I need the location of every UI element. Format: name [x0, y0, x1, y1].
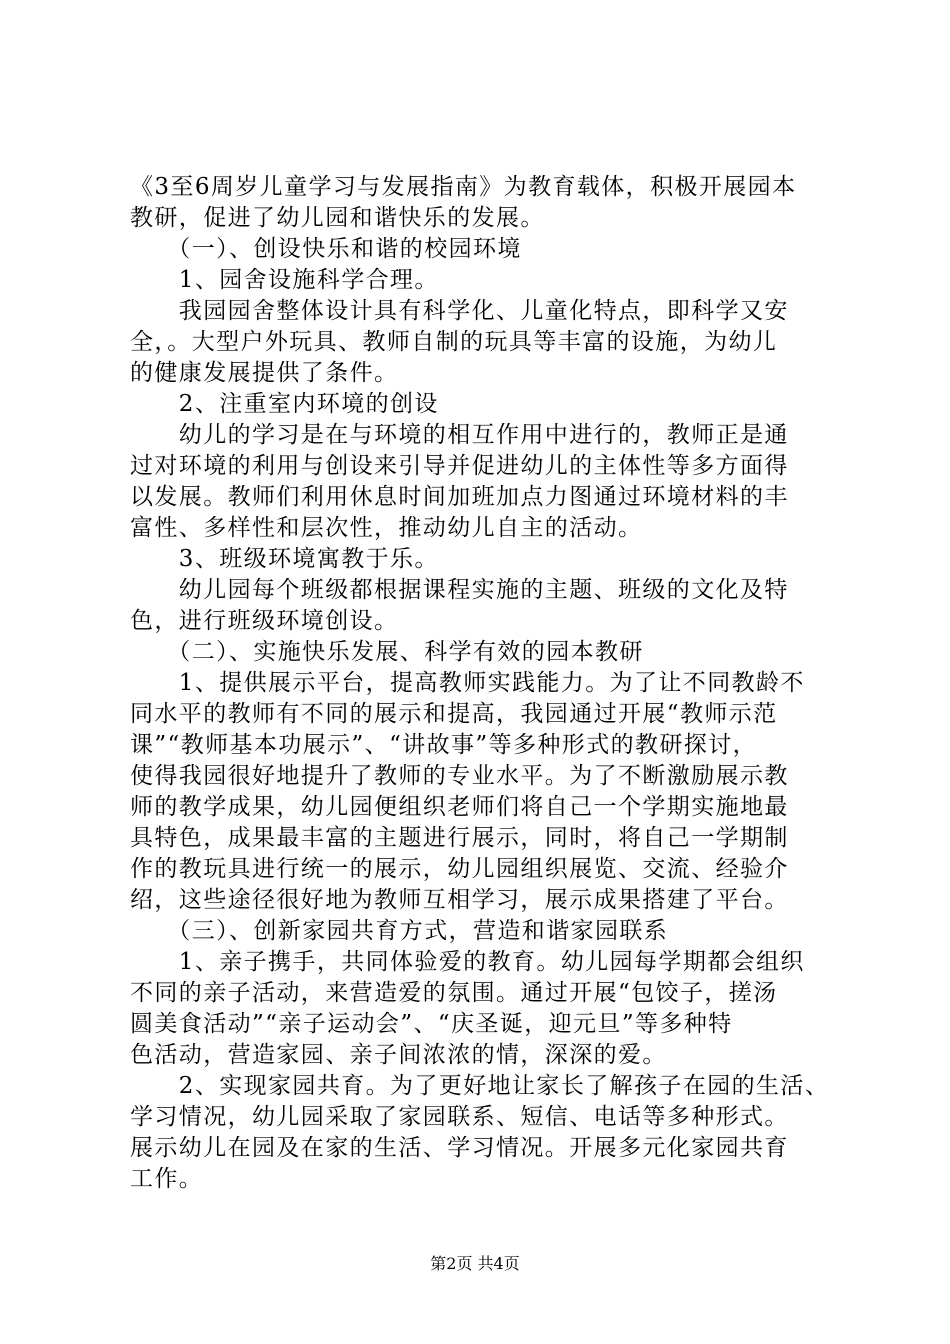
text-line: 1、亲子携手，共同体验爱的教育。幼儿园每学期都会组织	[130, 949, 805, 975]
text-line: 圆美食活动”“亲子运动会”、“庆圣诞，迎元旦”等多种特	[130, 1011, 733, 1037]
section-heading: （一）、创设快乐和谐的校园环境	[130, 236, 522, 262]
text-line: 使得我园很好地提升了教师的专业水平。为了不断激励展示教	[130, 763, 789, 789]
text-line: 我园园舍整体设计具有科学化、儿童化特点，即科学又安	[130, 298, 789, 324]
text-line: 2、实现家园共育。为了更好地让家长了解孩子在园的生活、	[130, 1073, 830, 1099]
subsection-heading: 2、注重室内环境的创设	[130, 391, 439, 417]
section-heading: （二）、实施快乐发展、科学有效的园本教研	[130, 639, 644, 665]
text-line: 绍，这些途径很好地为教师互相学习，展示成果搭建了平台。	[130, 887, 789, 913]
text-line: 工作。	[130, 1166, 204, 1192]
text-line: 富性、多样性和层次性，推动幼儿自主的活动。	[130, 515, 643, 541]
text-line: 学习情况，幼儿园采取了家园联系、短信、电话等多种形式。	[130, 1104, 789, 1130]
text-line: 同水平的教师有不同的展示和提高，我园通过开展“教师示范	[130, 701, 778, 727]
text-line: 不同的亲子活动，来营造爱的氛围。通过开展“包饺子，搓汤	[130, 980, 778, 1006]
text-line: 幼儿的学习是在与环境的相互作用中进行的，教师正是通	[130, 422, 789, 448]
text-line: 色，进行班级环境创设。	[130, 608, 399, 634]
text-line: 的健康发展提供了条件。	[130, 360, 399, 386]
text-line: 课”“教师基本功展示”、“讲故事”等多种形式的教研探讨，	[130, 732, 757, 758]
text-line: 展示幼儿在园及在家的生活、学习情况。开展多元化家园共育	[130, 1135, 789, 1161]
text-line: 具特色，成果最丰富的主题进行展示，同时，将自己一学期制	[130, 825, 789, 851]
text-line: 1、提供展示平台，提高教师实践能力。为了让不同教龄不	[130, 670, 805, 696]
page-number-footer: 第2页 共4页	[430, 1254, 520, 1273]
text-line: 《3至6周岁儿童学习与发展指南》为教育载体，积极开展园本	[130, 174, 797, 200]
text-line: 教研，促进了幼儿园和谐快乐的发展。	[130, 205, 545, 231]
document-body	[130, 172, 830, 1195]
text-line: 以发展。教师们利用休息时间加班加点力图通过环境材料的丰	[130, 484, 789, 510]
subsection-heading: 3、班级环境寓教于乐。	[130, 546, 439, 572]
text-line: 全，。大型户外玩具、教师自制的玩具等丰富的设施，为幼儿	[130, 329, 778, 355]
text-line: 过对环境的利用与创设来引导并促进幼儿的主体性等多方面得	[130, 453, 789, 479]
section-heading: （三）、创新家园共育方式，营造和谐家园联系	[130, 918, 669, 944]
subsection-heading: 1、园舍设施科学合理。	[130, 267, 439, 293]
text-line: 师的教学成果，幼儿园便组织老师们将自己一个学期实施地最	[130, 794, 789, 820]
text-line: 作的教玩具进行统一的展示，幼儿园组织展览、交流、经验介	[130, 856, 789, 882]
text-line: 色活动，营造家园、亲子间浓浓的情，深深的爱。	[130, 1042, 667, 1068]
text-line: 幼儿园每个班级都根据课程实施的主题、班级的文化及特	[130, 577, 789, 603]
